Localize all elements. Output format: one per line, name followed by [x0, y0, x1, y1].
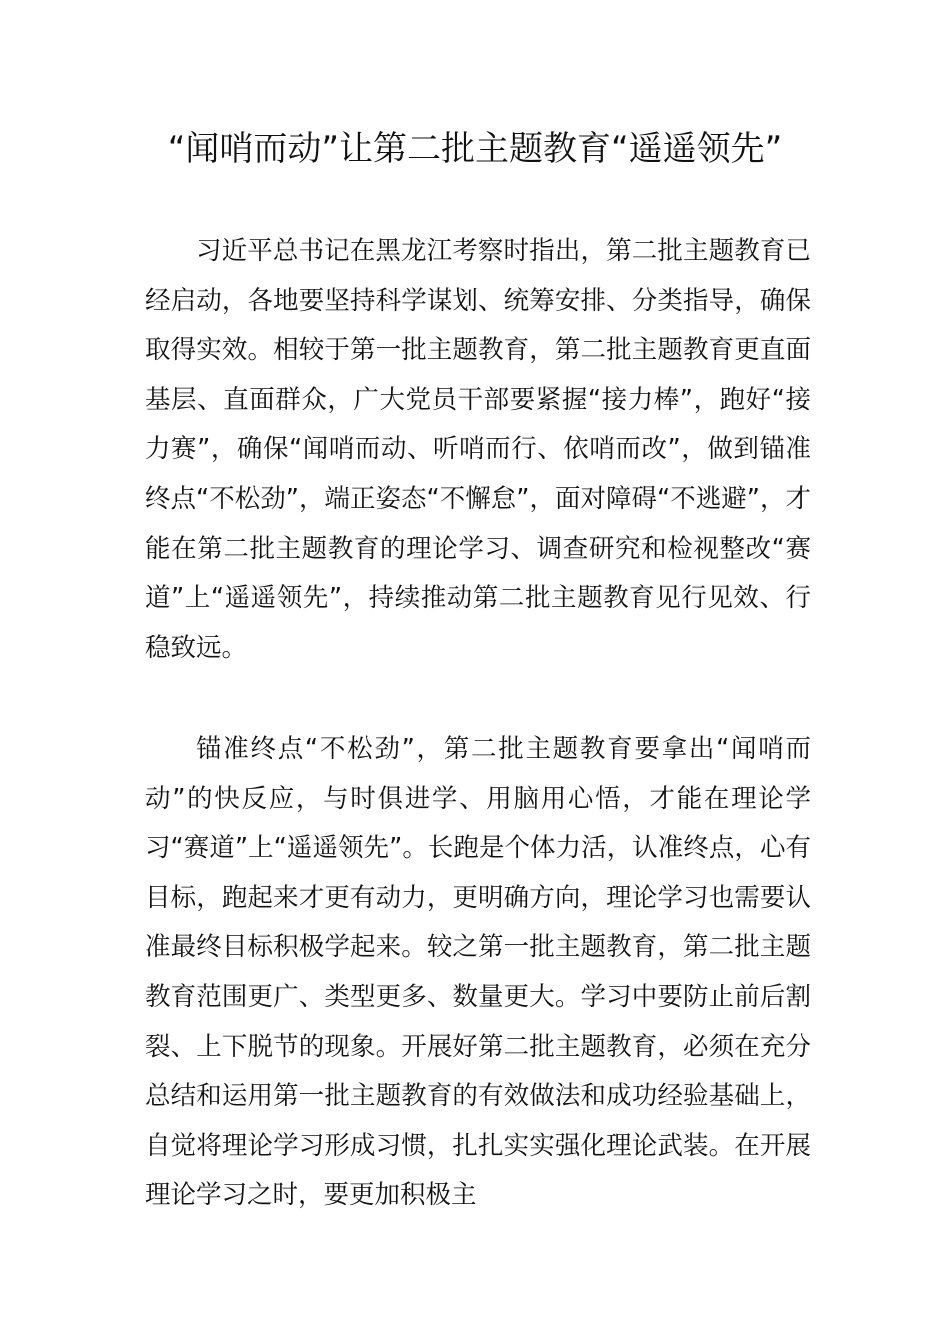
paragraph-theory-study: 锚准终点“不松劲”，第二批主题教育要拿出“闻哨而动”的快反应，与时俱进学、用脑用心悟，才能在理论学习“赛道”上“遥遥领先”。长跑是个体力活，认准终点，心有目标，跑起来才更有动力，更明确方向，理论学习也需要认准最终目标积极学起来。较之第一批主题教育，第二批主题教育范围更广、类型更多、数量更大。学习中要防止前后割裂、上下脱节的现象。开展好第二批主题教育，必须在充分总结和运用第一批主题教育的有效做法和成功经验基础上，自觉将理论学习形成习惯，扎扎实实强化理论武装。在开展理论学习之时，要更加积极主 [145, 734, 811, 1211]
document-title: “闻哨而动”让第二批主题教育“遥遥领先” [167, 129, 783, 169]
paragraph-intro: 习近平总书记在黑龙江考察时指出，第二批主题教育已经启动，各地要坚持科学谋划、统筹安排、分类指导，确保取得实效。相较于第一批主题教育，第二批主题教育更直面基层、直面群众，广大党员干部要紧握“接力棒”，跑好“接力赛”，确保“闻哨而动、听哨而行、依哨而改”，做到锚准终点“不松劲”，端正姿态“不懈怠”，面对障碍“不逃避”，才能在第二批主题教育的理论学习、调查研究和检视整改“赛道”上“遥遥领先”，持续推动第二批主题教育见行见效、行稳致远。 [145, 236, 811, 663]
